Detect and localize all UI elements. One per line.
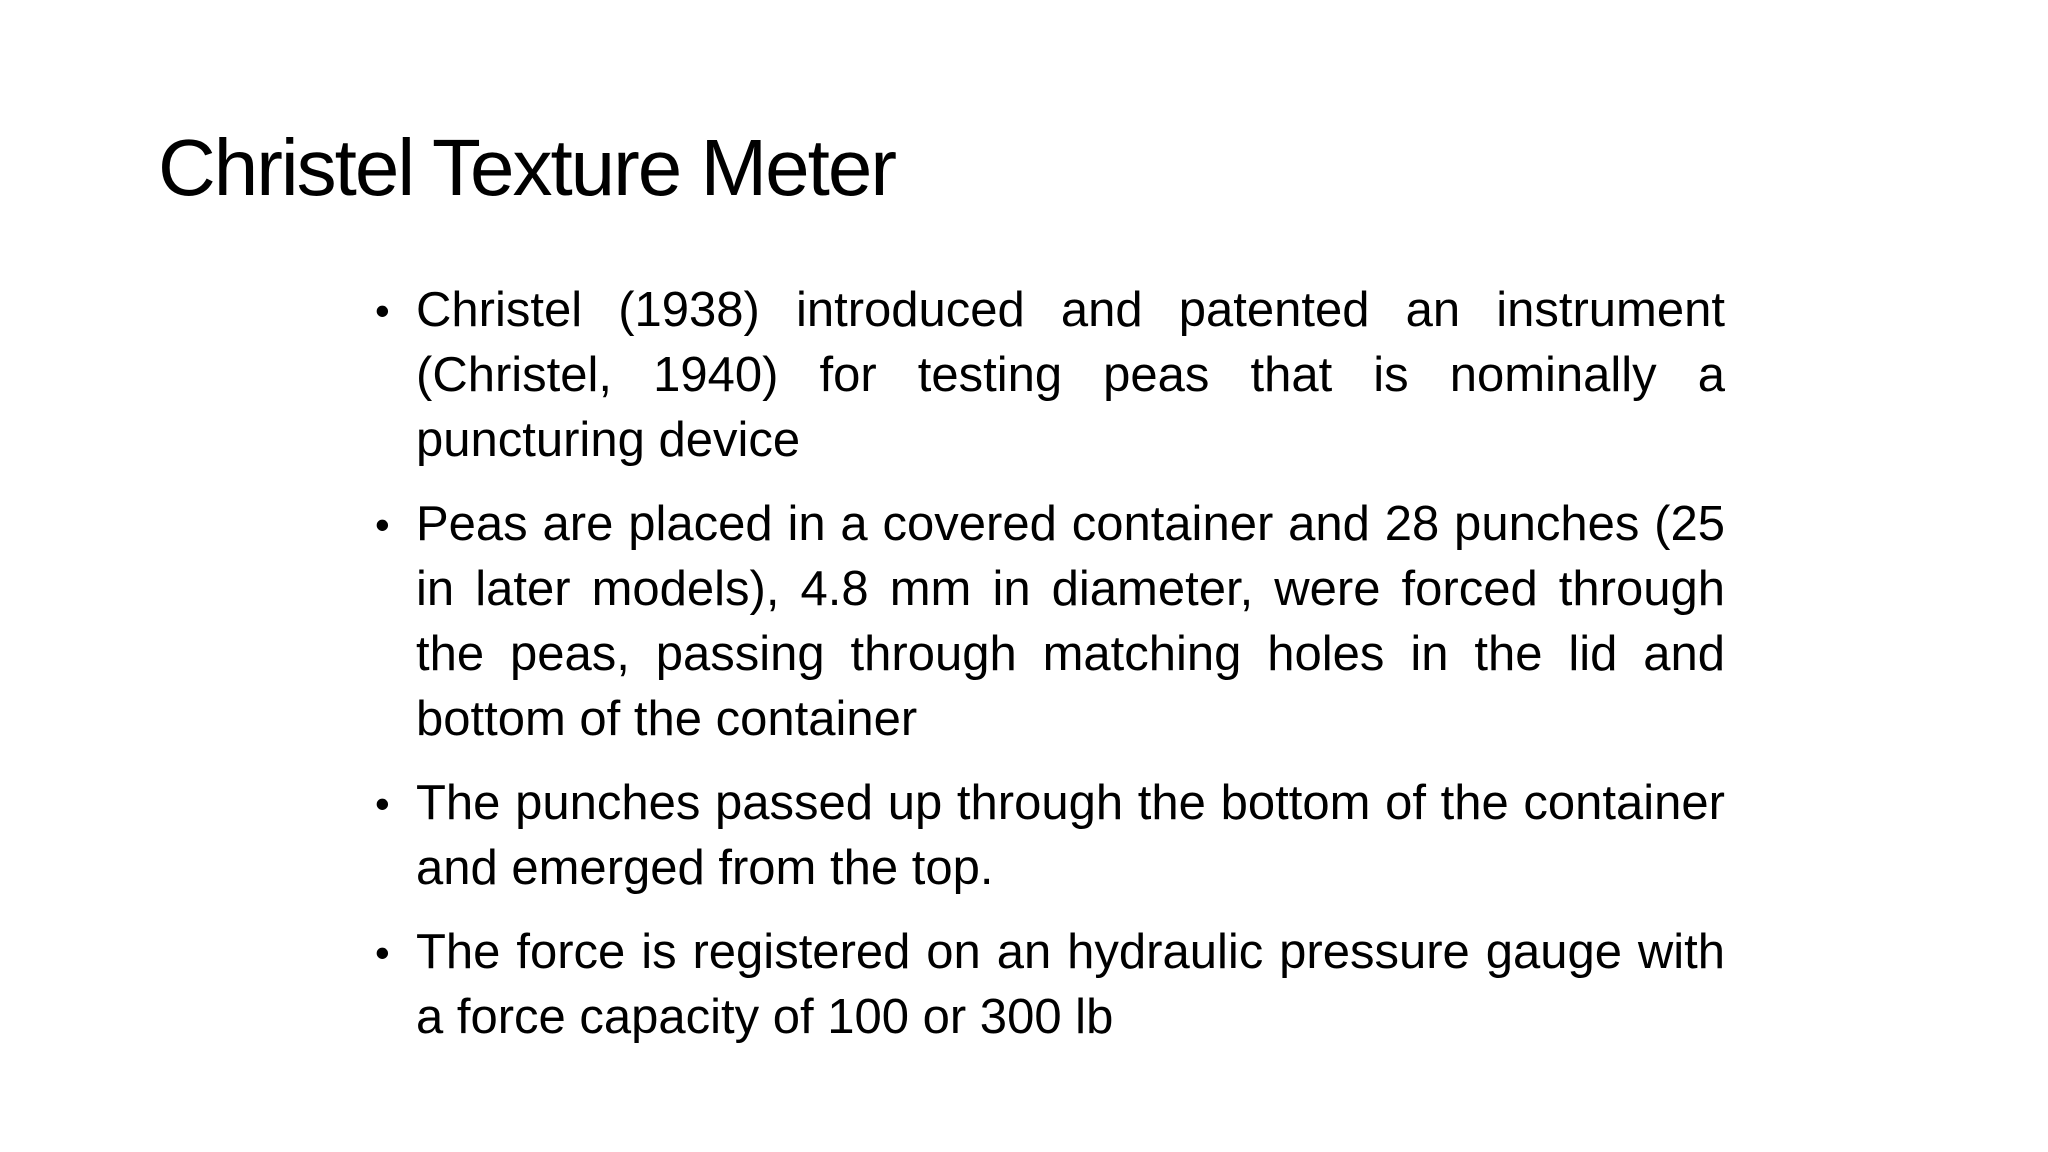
bullet-marker: •	[375, 501, 390, 548]
bullet-marker: •	[375, 780, 390, 827]
bullet-item	[375, 920, 1725, 1050]
slide-title: Christel Texture Meter	[158, 123, 896, 212]
bullet-text: Peas are placed in a covered container and 28 punches (25 in later models), 4.8 mm in diameter, were forced through the peas, passing through matching holes in the lid and bottom of the container	[416, 497, 1725, 746]
bullet-marker: •	[375, 287, 390, 334]
bullet-text: The punches passed up through the bottom of the container and emerged from the top.	[416, 776, 1725, 895]
bullet-item	[375, 278, 1725, 473]
bullet-item	[375, 771, 1725, 901]
bullet-text: Christel (1938) introduced and patented an instrument (Christel, 1940) for testing peas that is nominally a puncturing device	[416, 283, 1725, 467]
bullet-text: The force is registered on an hydraulic pressure gauge with a force capacity of 100 or 300 lb	[416, 925, 1725, 1044]
bullet-marker: •	[375, 929, 390, 976]
bullet-list	[375, 278, 1725, 1069]
bullet-item	[375, 492, 1725, 752]
